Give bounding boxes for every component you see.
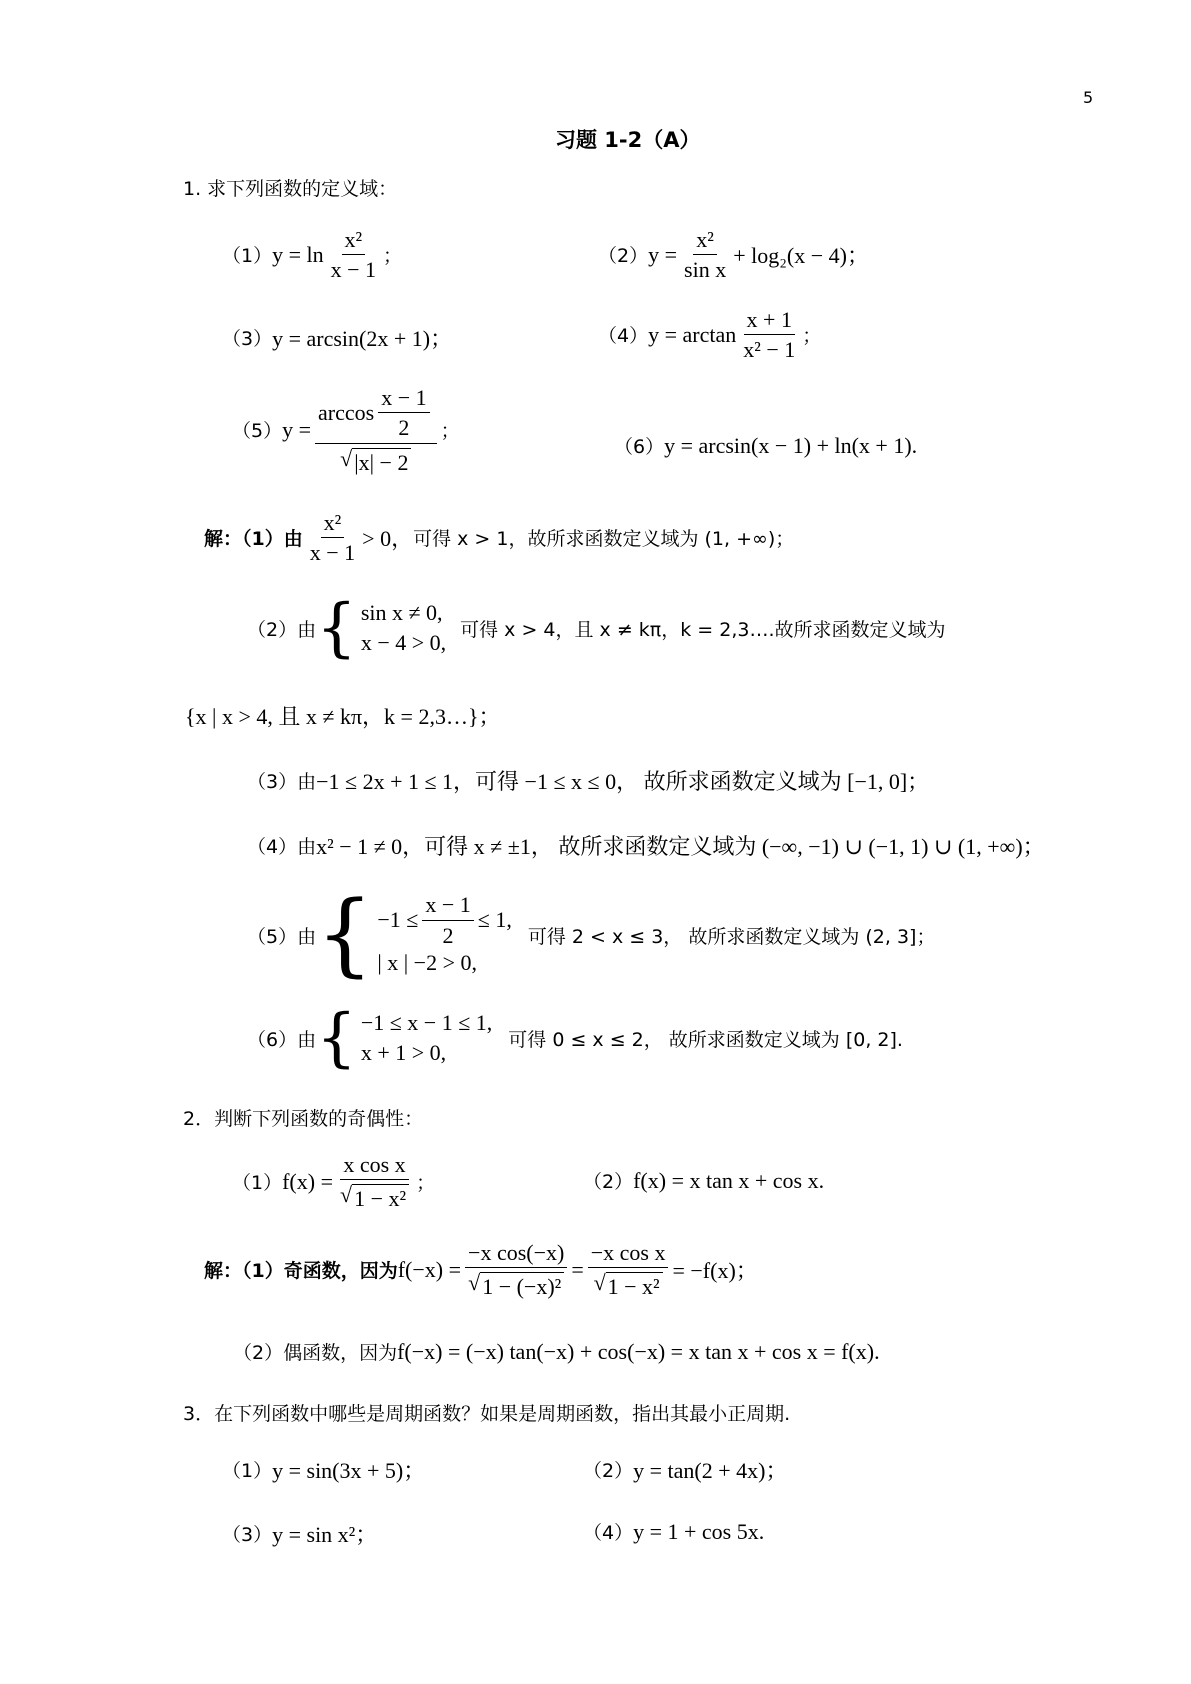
inner-denominator: 2 bbox=[398, 415, 410, 441]
numerator: x² bbox=[693, 227, 717, 255]
item-lhs: y = bbox=[282, 416, 312, 442]
q1-item-4 bbox=[598, 307, 821, 363]
numerator: −x cos x bbox=[588, 1240, 669, 1268]
case-prefix: −1 ≤ bbox=[377, 907, 419, 933]
item-label: （5） bbox=[232, 420, 283, 443]
solution-text: f(−x) = (−x) tan(−x) + cos(−x) = x tan x + cos x = f(x). bbox=[397, 1338, 880, 1364]
solution-text: 可得 x > 4，且 x ≠ kπ，k = 2,3….故所求函数定义域为 bbox=[460, 618, 946, 641]
item-expression: y = tan(2 + 4x)； bbox=[633, 1458, 788, 1483]
q3-item-2 bbox=[583, 1454, 787, 1485]
radical-sign: √ bbox=[468, 1270, 481, 1296]
fraction bbox=[328, 227, 379, 283]
case-suffix: ≤ 1, bbox=[477, 907, 512, 933]
case-line: | x | −2 > 0, bbox=[377, 949, 477, 975]
q3-item-3 bbox=[222, 1518, 377, 1549]
numerator: x − 1 bbox=[422, 892, 473, 920]
q1-solution-1 bbox=[204, 510, 794, 566]
fraction bbox=[315, 385, 437, 475]
item-tail: ； bbox=[440, 420, 460, 443]
radicand: 1 − x² bbox=[352, 1184, 409, 1211]
numerator: x² bbox=[321, 510, 345, 538]
condition: > 0， bbox=[362, 526, 414, 552]
page-number: 5 bbox=[1083, 88, 1094, 107]
fraction bbox=[681, 227, 729, 283]
radicand: 1 − x² bbox=[606, 1272, 663, 1299]
item-lhs: y = ln bbox=[272, 241, 324, 267]
solution-label: （2）偶函数，因为 bbox=[233, 1342, 398, 1364]
q1-item-3 bbox=[222, 322, 452, 353]
left-brace: { bbox=[316, 882, 374, 987]
numerator: x² bbox=[342, 227, 366, 255]
solution-tail: = −f(x)； bbox=[672, 1258, 758, 1284]
square-root bbox=[340, 1184, 409, 1211]
page-title: 习题 1-2（A） bbox=[555, 128, 701, 152]
q1-solution-2 bbox=[247, 591, 946, 665]
numerator: x + 1 bbox=[744, 307, 795, 335]
item-expression: y = arcsin(x − 1) + ln(x + 1). bbox=[664, 432, 918, 458]
denominator bbox=[337, 444, 414, 475]
q1-solution-6 bbox=[247, 1001, 903, 1075]
item-label: （1） bbox=[222, 1460, 273, 1482]
solution-label: （3）由 bbox=[247, 771, 317, 793]
item-label: （3） bbox=[222, 328, 273, 350]
denominator bbox=[337, 1180, 412, 1211]
square-root bbox=[594, 1272, 663, 1299]
item-tail: ； bbox=[802, 325, 822, 348]
q2-solution-1 bbox=[204, 1240, 758, 1300]
numerator-prefix: arccos bbox=[318, 400, 375, 426]
fraction bbox=[465, 1240, 567, 1300]
fraction bbox=[337, 1152, 412, 1212]
item-expression: f(x) = x tan x + cos x. bbox=[633, 1167, 825, 1193]
radicand: |x| − 2 bbox=[352, 448, 411, 475]
item-label: （6） bbox=[614, 436, 665, 458]
item-tail: + log₂(x − 4)； bbox=[733, 243, 869, 269]
q2-solution-2 bbox=[233, 1338, 880, 1365]
q1-item-1 bbox=[222, 227, 402, 283]
square-root bbox=[340, 445, 411, 475]
item-lhs: f(x) = bbox=[282, 1168, 333, 1194]
item-label: （2） bbox=[598, 245, 649, 268]
q1-heading: 1. 求下列函数的定义域： bbox=[183, 178, 398, 200]
item-expression: y = arcsin(2x + 1)； bbox=[272, 326, 453, 351]
fraction bbox=[588, 1240, 669, 1300]
inner-numerator: x − 1 bbox=[378, 385, 429, 413]
radical-sign: √ bbox=[340, 445, 353, 471]
case-system bbox=[361, 598, 446, 657]
item-lhs: y = bbox=[648, 241, 678, 267]
denominator: 2 bbox=[442, 922, 454, 948]
radicand: 1 − (−x)² bbox=[480, 1272, 564, 1299]
fraction bbox=[740, 307, 798, 363]
q1-solution-3 bbox=[247, 765, 929, 796]
solution-text: 可得 0 ≤ x ≤ 2， 故所求函数定义域为 [0, 2]. bbox=[508, 1028, 903, 1051]
item-label: （2） bbox=[583, 1460, 634, 1482]
item-label: （1） bbox=[222, 245, 273, 268]
case-line: x − 4 > 0, bbox=[360, 630, 447, 655]
case-line bbox=[377, 892, 511, 948]
q2-heading: 2．判断下列函数的奇偶性： bbox=[183, 1108, 424, 1130]
item-label: （2） bbox=[583, 1171, 634, 1193]
solution-text: −1 ≤ 2x + 1 ≤ 1，可得 −1 ≤ x ≤ 0， 故所求函数定义域为 [−1, 0]； bbox=[316, 769, 930, 794]
denominator bbox=[465, 1268, 567, 1299]
numerator: x cos x bbox=[340, 1152, 408, 1180]
case-system bbox=[361, 1008, 492, 1067]
solution-label: （6）由 bbox=[247, 1028, 317, 1051]
item-expression: y = sin(3x + 5)； bbox=[272, 1458, 426, 1483]
item-expression: y = sin x²； bbox=[272, 1522, 378, 1547]
left-brace: { bbox=[316, 1001, 357, 1075]
solution-label: （4）由 bbox=[247, 836, 317, 858]
fraction bbox=[422, 892, 473, 948]
item-label: （4） bbox=[598, 325, 649, 348]
q3-item-4 bbox=[583, 1518, 764, 1545]
solution-label: （2）由 bbox=[247, 618, 317, 641]
item-label: （4） bbox=[583, 1522, 634, 1544]
equals-sign: = bbox=[571, 1256, 584, 1282]
q1-solution-4 bbox=[247, 830, 1045, 861]
case-line: sin x ≠ 0, bbox=[360, 600, 443, 626]
q1-item-2 bbox=[598, 227, 869, 283]
case-line: x + 1 > 0, bbox=[360, 1040, 447, 1065]
numerator: −x cos(−x) bbox=[465, 1240, 567, 1268]
item-tail: ； bbox=[383, 245, 403, 268]
solution-label: 解：（1）奇函数，因为 bbox=[204, 1260, 398, 1283]
q1-solution-2-continued: {x | x > 4, 且 x ≠ kπ，k = 2,3…}； bbox=[185, 704, 501, 729]
denominator bbox=[591, 1268, 666, 1299]
item-expression: y = 1 + cos 5x. bbox=[633, 1518, 765, 1544]
solution-label: 解：（1）由 bbox=[204, 528, 303, 551]
q1-item-6 bbox=[614, 432, 917, 459]
solution-text: x² − 1 ≠ 0，可得 x ≠ ±1， 故所求函数定义域为 (−∞, −1) ∪ (−1, 1) ∪ (1, +∞)； bbox=[316, 834, 1045, 859]
denominator: x² − 1 bbox=[743, 337, 796, 363]
radical-sign: √ bbox=[339, 1182, 353, 1208]
q3-heading: 3．在下列函数中哪些是周期函数？如果是周期函数，指出其最小正周期. bbox=[183, 1403, 791, 1425]
solution-text: 可得 x > 1，故所求函数定义域为 (1, +∞)； bbox=[413, 528, 795, 551]
q3-item-1 bbox=[222, 1454, 425, 1485]
item-tail: ； bbox=[416, 1172, 436, 1195]
item-lhs: y = arctan bbox=[648, 321, 737, 347]
item-label: （1） bbox=[232, 1172, 283, 1195]
inner-fraction bbox=[378, 385, 429, 441]
item-label: （3） bbox=[222, 1524, 273, 1546]
fraction bbox=[307, 510, 358, 566]
q1-solution-5 bbox=[247, 882, 936, 987]
solution-label: （5）由 bbox=[247, 925, 317, 948]
solution-text: 可得 2 < x ≤ 3， 故所求函数定义域为 (2, 3]； bbox=[527, 925, 936, 948]
square-root bbox=[468, 1272, 564, 1299]
denominator: x − 1 bbox=[330, 257, 377, 283]
q1-item-5 bbox=[232, 385, 460, 475]
denominator: x − 1 bbox=[309, 540, 356, 566]
left-brace: { bbox=[316, 591, 357, 665]
q2-item-1 bbox=[232, 1152, 435, 1212]
denominator: sin x bbox=[684, 257, 727, 283]
solution-lhs: f(−x) = bbox=[397, 1256, 462, 1282]
numerator bbox=[315, 385, 437, 444]
case-line: −1 ≤ x − 1 ≤ 1, bbox=[360, 1010, 493, 1036]
q2-item-2 bbox=[583, 1167, 824, 1194]
case-system bbox=[377, 892, 511, 977]
radical-sign: √ bbox=[593, 1270, 606, 1296]
